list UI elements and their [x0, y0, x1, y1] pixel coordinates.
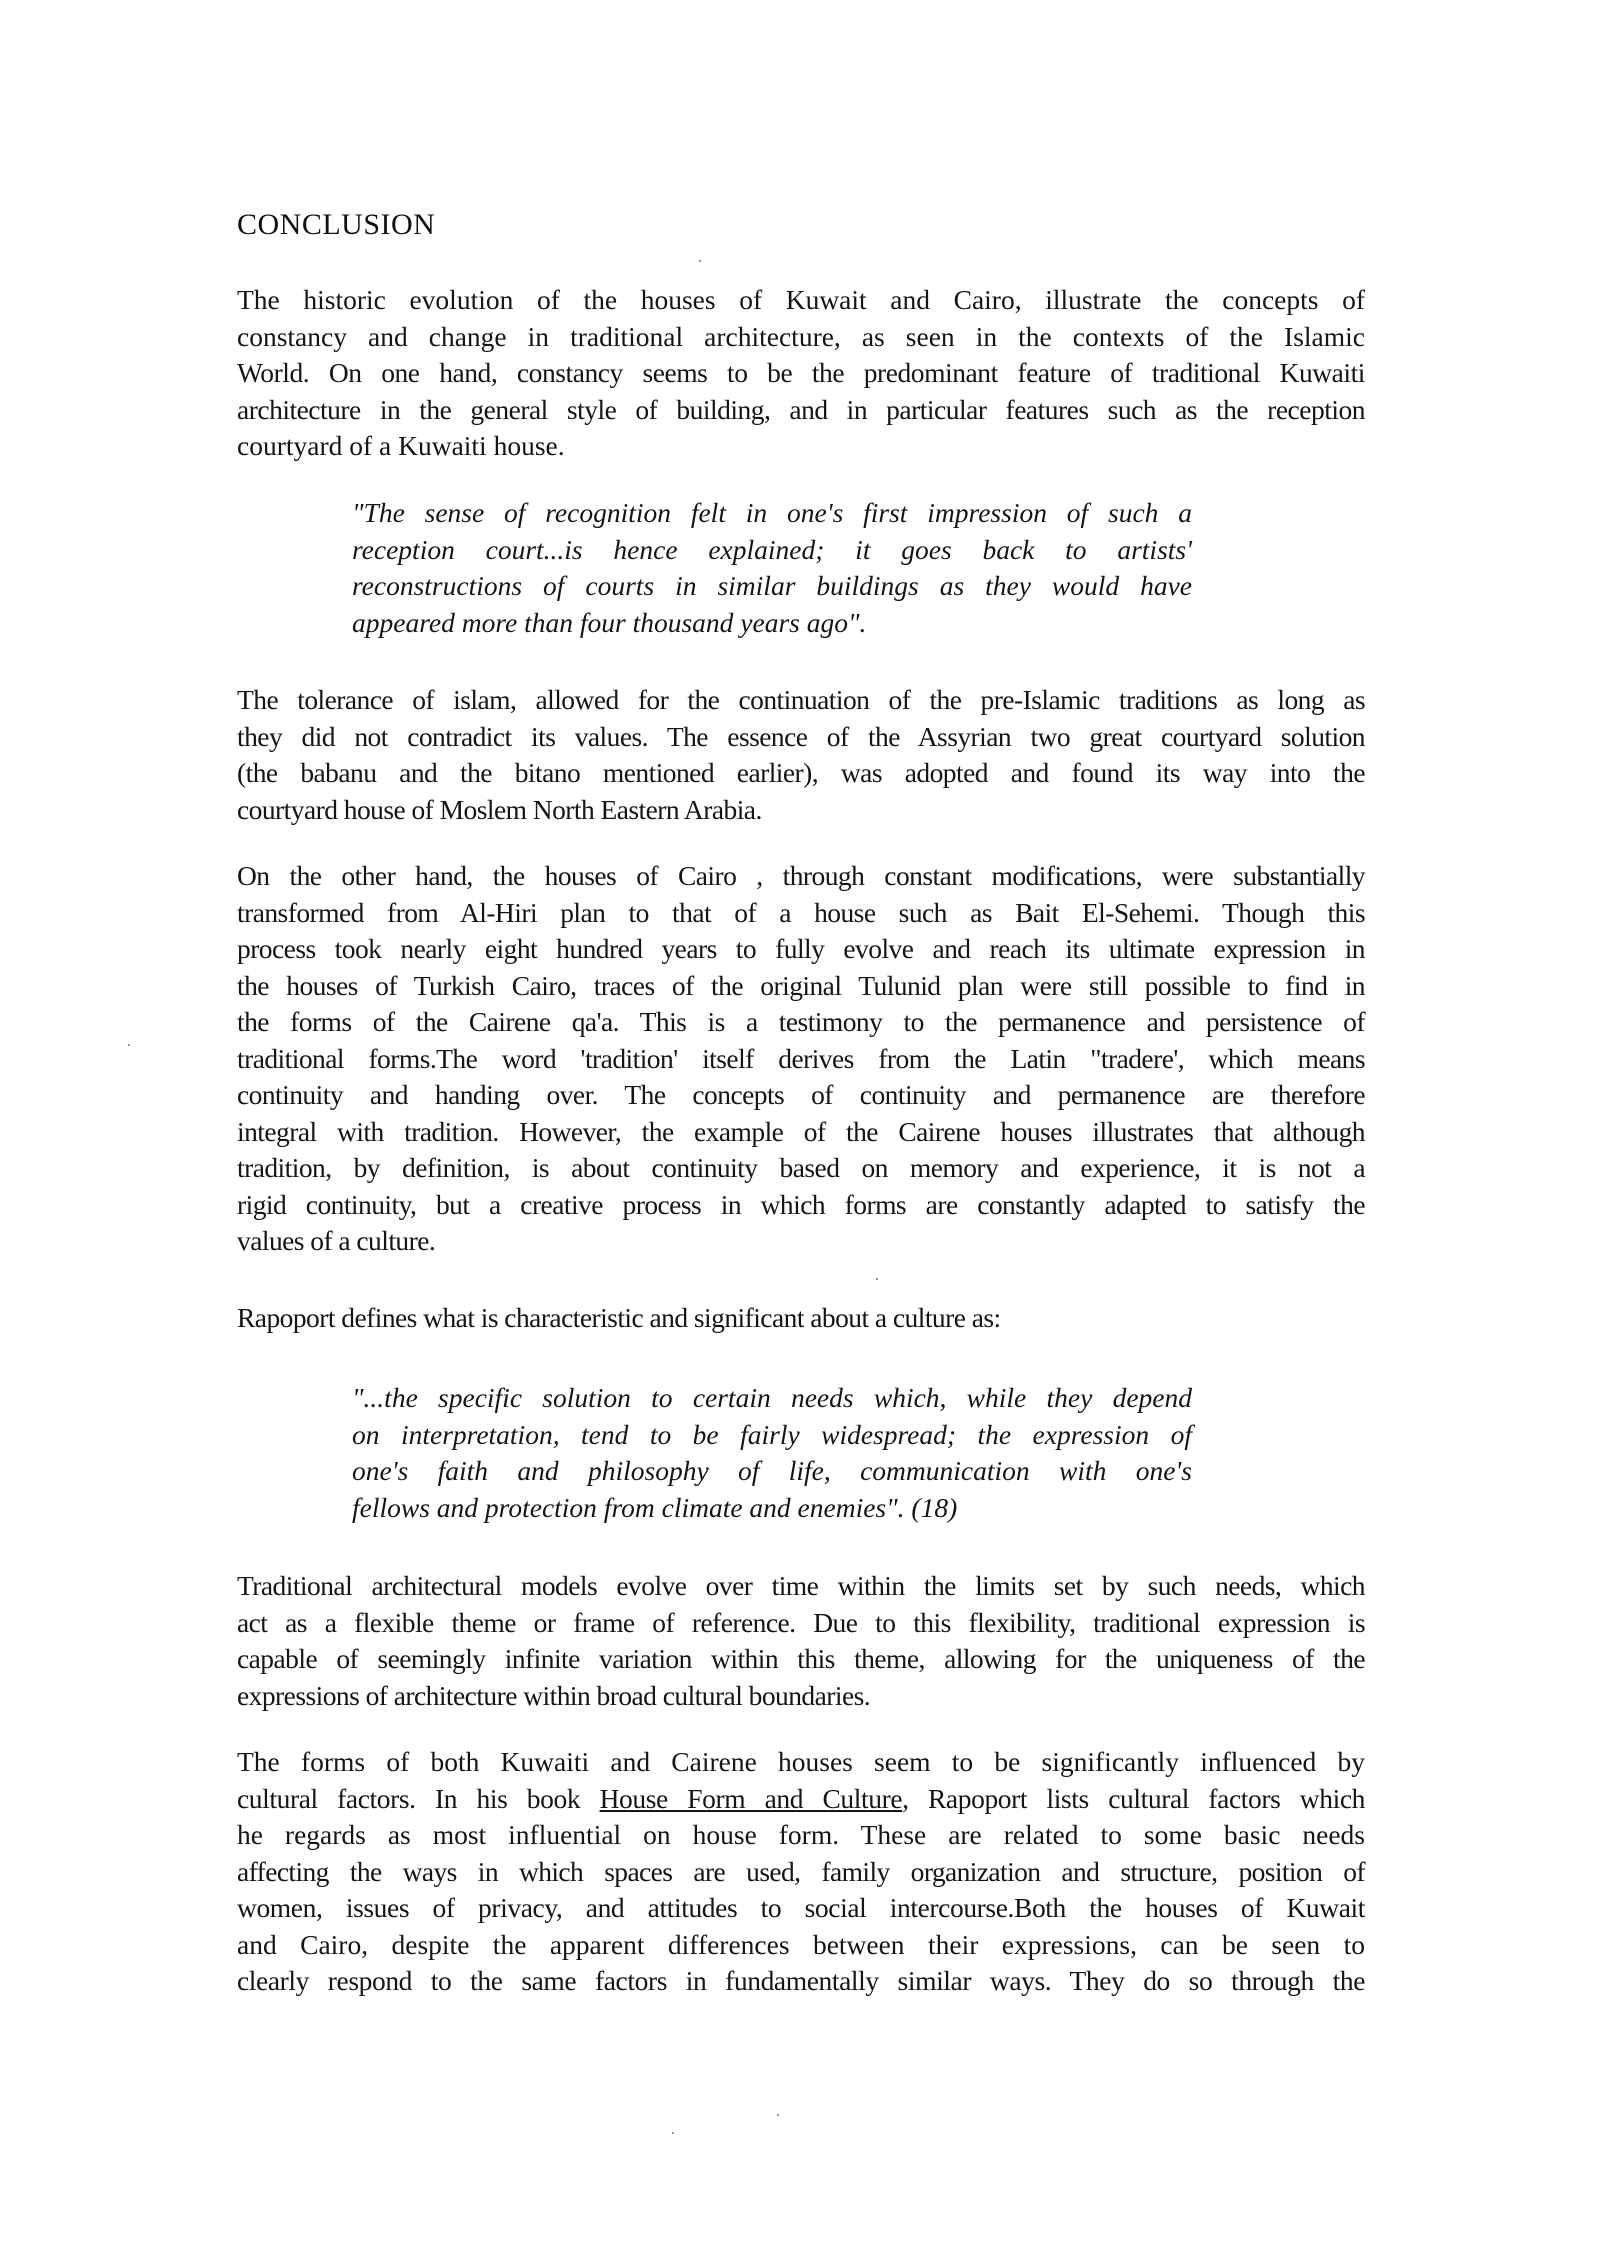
text-line: and Cairo, despite the apparent differences between their expressions, can be seen to	[237, 1928, 1365, 1960]
text-line: (the babanu and the bitano mentioned earlier), was adopted and found its way into the	[237, 757, 1365, 788]
quote-line: reception court...is hence explained; it goes back to artists'	[352, 533, 1192, 565]
text-fragment: , Rapoport lists cultural factors which	[902, 1782, 1365, 1814]
text-line: the forms of the Cairene qa'a. This is a testimony to the permanence and persistence of	[237, 1006, 1365, 1037]
quote-line: "...the specific solution to certain needs which, while they depend	[352, 1382, 1192, 1413]
text-line: process took nearly eight hundred years to fully evolve and reach its ultimate expression in	[237, 933, 1365, 964]
text-line: act as a flexible theme or frame of reference. Due to this flexibility, traditional expression is	[237, 1606, 1365, 1638]
scan-speck	[777, 2114, 779, 2116]
paragraph-traditional-models	[237, 1568, 1365, 1714]
text-line: continuity and handing over. The concepts of continuity and permanence are therefore	[237, 1079, 1365, 1110]
text-line: women, issues of privacy, and attitudes to social intercourse.Both the houses of Kuwait	[237, 1892, 1365, 1923]
block-quote-recognition	[352, 495, 1192, 641]
text-line: capable of seemingly infinite variation within this theme, allowing for the uniqueness of the	[237, 1643, 1365, 1674]
book-title-house-form-and-culture: House Form and Culture	[599, 1782, 903, 1814]
text-line: Rapoport defines what is characteristic and significant about a culture as:	[237, 1302, 1001, 1333]
text-line: values of a culture.	[237, 1225, 436, 1256]
text-line: traditional forms.The word 'tradition' itself derives from the Latin "tradere', which means	[237, 1042, 1365, 1074]
text-line: clearly respond to the same factors in fundamentally similar ways. They do so through the	[237, 1965, 1365, 1996]
scan-speck	[128, 1044, 130, 1046]
text-fragment: cultural factors. In his book	[237, 1782, 600, 1814]
paragraph-intro	[237, 282, 1365, 465]
text-line: courtyard of a Kuwaiti house.	[237, 430, 565, 461]
quote-line: on interpretation, tend to be fairly widespread; the expression of	[352, 1418, 1192, 1450]
text-line: expressions of architecture within broad cultural boundaries.	[237, 1679, 871, 1711]
text-line: he regards as most influential on house form. These are related to some basic needs	[237, 1819, 1365, 1850]
paragraph-cultural-factors	[237, 1744, 1365, 2000]
quote-line: one's faith and philosophy of life, communication with one's	[352, 1455, 1192, 1486]
text-line: constancy and change in traditional architecture, as seen in the contexts of the Islamic	[237, 320, 1365, 352]
text-line: integral with tradition. However, the example of the Cairene houses illustrates that although	[237, 1115, 1365, 1147]
scan-speck	[876, 1278, 878, 1280]
paragraph-cairo	[237, 858, 1365, 1260]
text-line: Traditional architectural models evolve over time within the limits set by such needs, which	[237, 1570, 1365, 1601]
text-line: transformed from Al-Hiri plan to that of a house such as Bait El-Sehemi. Though this	[237, 896, 1365, 928]
block-quote-rapoport	[352, 1380, 1192, 1526]
text-line: The tolerance of islam, allowed for the continuation of the pre-Islamic traditions as long as	[237, 684, 1365, 715]
quote-line: "The sense of recognition felt in one's first impression of such a	[352, 497, 1192, 528]
scan-speck	[672, 2132, 674, 2134]
text-line: rigid continuity, but a creative process in which forms are constantly adapted to satisfy the	[237, 1188, 1365, 1220]
text-line: The forms of both Kuwaiti and Cairene houses seem to be significantly influenced by	[237, 1746, 1365, 1777]
text-line: affecting the ways in which spaces are used, family organization and structure, position of	[237, 1855, 1365, 1887]
paragraph-rapoport-intro	[237, 1300, 1365, 1337]
quote-line: appeared more than four thousand years ago".	[352, 606, 867, 638]
text-line: architecture in the general style of building, and in particular features such as the reception	[237, 393, 1365, 425]
text-line: On the other hand, the houses of Cairo , through constant modifications, were substantially	[237, 860, 1365, 891]
text-line: The historic evolution of the houses of Kuwait and Cairo, illustrate the concepts of	[237, 284, 1365, 315]
text-line: the houses of Turkish Cairo, traces of the original Tulunid plan were still possible to find in	[237, 969, 1365, 1001]
section-heading: CONCLUSION	[237, 208, 436, 241]
quote-line: fellows and protection from climate and enemies". (18)	[352, 1491, 958, 1523]
text-line: courtyard house of Moslem North Eastern Arabia.	[237, 793, 762, 825]
quote-line: reconstructions of courts in similar buildings as they would have	[352, 570, 1192, 601]
text-line: they did not contradict its values. The essence of the Assyrian two great courtyard solution	[237, 720, 1365, 752]
text-line: World. On one hand, constancy seems to be the predominant feature of traditional Kuwaiti	[237, 357, 1365, 388]
text-line-with-book-title	[237, 1781, 1365, 1818]
text-line: tradition, by definition, is about continuity based on memory and experience, it is not a	[237, 1152, 1365, 1183]
paragraph-tolerance	[237, 682, 1365, 828]
scan-speck	[699, 260, 701, 262]
